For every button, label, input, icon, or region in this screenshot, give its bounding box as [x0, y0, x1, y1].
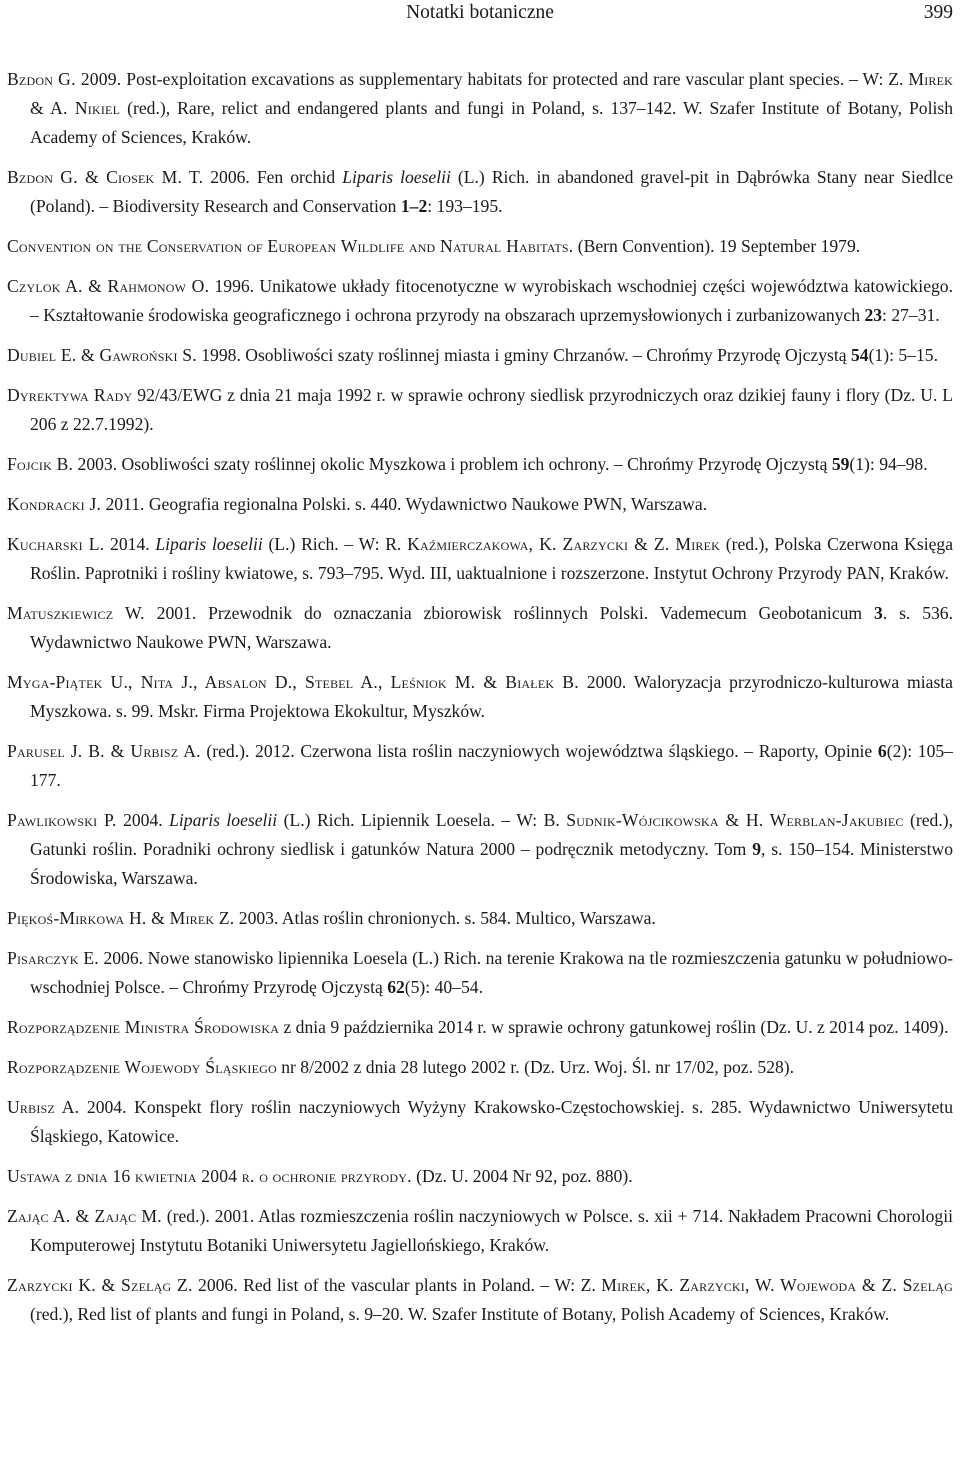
reference-text: (red.), Red list of plants and fungi in Poland, s. 9–20. W. Szafer Institute of Botany, Polish Academy of Sciences, Kraków. — [30, 1304, 890, 1324]
reference-author: Piękoś-Mirkowa H. & Mirek Z. — [7, 908, 235, 928]
reference-text: (red.), Polska Czerwona Księga Roślin. Paprotniki i rośliny kwiatowe, s. 793–795. Wyd. III, uaktualnione i rozszerzone. Instytut Ochrony Przyrody PAN, Kraków. — [30, 534, 954, 583]
reference-entry — [7, 490, 953, 519]
reference-volume: 9 — [752, 839, 761, 859]
reference-text: 2003. Atlas roślin chronionych. s. 584. Multico, Warszawa. — [234, 908, 656, 928]
reference-volume: 62 — [387, 977, 405, 997]
reference-volume: 6 — [877, 741, 887, 761]
reference-entry — [7, 944, 953, 1002]
reference-text: 2003. Osobliwości szaty roślinnej okolic Myszkowa i problem ich ochrony. – Chrońmy Przyrodę Ojczystą — [73, 454, 832, 474]
reference-author: Kondracki J. — [7, 494, 102, 514]
reference-text: (2): 105–177. — [30, 741, 953, 790]
reference-volume: 23 — [864, 305, 883, 325]
reference-taxon: Liparis loeselii — [155, 534, 263, 554]
reference-author: Mirek, K. Zarzycki, W. Wojewoda & Z. Szeląg — [601, 1275, 953, 1295]
reference-entry — [7, 1202, 953, 1260]
reference-text: 2006. Fen orchid — [203, 167, 343, 187]
reference-entry — [7, 1053, 953, 1082]
reference-entry — [7, 737, 953, 795]
reference-author: Pawlikowski P. — [7, 810, 117, 830]
reference-text: (1): 5–15. — [868, 345, 938, 365]
reference-text: 2006. Red list of the vascular plants in Poland. – W: Z. — [192, 1275, 602, 1295]
reference-text: 2011. Geografia regionalna Polski. s. 440. Wydawnictwo Naukowe PWN, Warszawa. — [101, 494, 708, 514]
reference-text: , s. 150–154. Ministerstwo Środowiska, Warszawa. — [30, 839, 953, 888]
reference-author: Bzdon G. & Ciosek M. T. — [7, 167, 204, 187]
reference-text: (1): 94–98. — [849, 454, 928, 474]
reference-entry — [7, 668, 953, 726]
reference-entry — [7, 1271, 953, 1329]
reference-text: : 193–195. — [427, 196, 503, 216]
reference-text: : 27–31. — [882, 305, 940, 325]
reference-text: (red.), Gatunki roślin. Poradniki ochrony siedlisk i gatunków Natura 2000 – podręcznik metodyczny. Tom — [30, 810, 953, 859]
running-title: Notatki botaniczne — [406, 2, 554, 23]
reference-author: Mirek & A. Nikiel — [30, 69, 954, 118]
reference-author: Zarzycki K. & Szeląg Z. — [7, 1275, 193, 1295]
reference-text: 1996. Unikatowe układy fitocenotyczne w wyrobiskach wschodniej części województwa katowickiego. – Kształtowanie środowiska geograficznego i ochrona przyrody na obszarach uprzemysłowionych i zurbanizowanych — [30, 276, 953, 325]
reference-entry — [7, 163, 953, 221]
reference-text: 2014. — [104, 534, 156, 554]
reference-text: 92/43/EWG z dnia 21 maja 1992 r. w sprawie ochrony siedlisk przyrodniczych oraz dzikiej fauny i flory (Dz. U. L 206 z 22.7.1992). — [30, 385, 953, 434]
reference-text: nr 8/2002 z dnia 28 lutego 2002 r. (Dz. Urz. Woj. Śl. nr 17/02, poz. 528). — [276, 1057, 795, 1077]
running-header — [7, 2, 953, 28]
reference-author: Kaźmierczakowa, K. Zarzycki & Z. Mirek — [407, 534, 721, 554]
reference-text: z dnia 9 października 2014 r. w sprawie ochrony gatunkowej roślin (Dz. U. z 2014 poz. 1409). — [279, 1017, 949, 1037]
reference-volume: 54 — [850, 345, 869, 365]
reference-text: (Dz. U. 2004 Nr 92, poz. 880). — [411, 1166, 633, 1186]
page-number: 399 — [923, 2, 953, 23]
reference-author: Matuszkiewicz W. — [7, 603, 145, 623]
reference-list — [7, 65, 953, 1329]
reference-text: (red.). 2001. Atlas rozmieszczenia roślin naczyniowych w Polsce. s. xii + 714. Nakładem Pracowni Chorologii Komputerowej Instytutu Botaniki Uniwersytetu Jagiellońskiego, Kraków. — [30, 1206, 953, 1255]
reference-text: 2004. — [116, 810, 170, 830]
reference-volume: 1–2 — [400, 196, 428, 216]
reference-author: Kucharski L. — [7, 534, 105, 554]
reference-text: (red.). 2012. Czerwona lista roślin naczyniowych województwa śląskiego. – Raporty, Opinie — [200, 741, 878, 761]
reference-entry — [7, 272, 953, 330]
reference-author: Parusel J. B. & Urbisz A. — [7, 741, 201, 761]
reference-text: 2000. Waloryzacja przyrodniczo-kulturowa miasta Myszkowa. s. 99. Mskr. Firma Projektowa Ekokultur, Myszków. — [30, 672, 953, 721]
reference-volume: 3 — [874, 603, 883, 623]
reference-entry — [7, 1013, 953, 1042]
reference-author: Bzdon G. 2009. — [7, 69, 122, 89]
reference-entry — [7, 530, 953, 588]
reference-text: 2001. Przewodnik do oznaczania zbiorowisk roślinnych Polski. Vademecum Geobotanicum — [144, 603, 874, 623]
reference-entry — [7, 599, 953, 657]
reference-volume: 59 — [831, 454, 850, 474]
reference-entry — [7, 341, 953, 370]
reference-text: (5): 40–54. — [404, 977, 483, 997]
reference-author: Convention on the Conservation of European Wildlife and Natural Habitats. — [7, 236, 574, 256]
reference-text: (L.) Rich. in abandoned gravel-pit in Dąbrówka Stany near Siedlce (Poland). – Biodiversity Research and Conservation — [30, 167, 953, 216]
reference-text: 1998. Osobliwości szaty roślinnej miasta i gminy Chrzanów. – Chrońmy Przyrodę Ojczystą — [196, 345, 851, 365]
reference-entry — [7, 381, 953, 439]
reference-entry — [7, 232, 953, 261]
reference-entry — [7, 65, 953, 152]
reference-text: Post-exploitation excavations as supplementary habitats for protected and rare vascular plant species. – W: Z. — [121, 69, 909, 89]
reference-author: Rozporządzenie Wojewody Śląskiego — [7, 1057, 277, 1077]
reference-entry — [7, 450, 953, 479]
reference-author: Pisarczyk E. — [7, 948, 99, 968]
reference-author: Urbisz A. — [7, 1097, 80, 1117]
reference-entry — [7, 1162, 953, 1191]
reference-text: 2004. Konspekt flory roślin naczyniowych Wyżyny Krakowsko-Częstochowskiej. s. 285. Wydawnictwo Uniwersytetu Śląskiego, Katowice. — [30, 1097, 953, 1146]
reference-text: (Bern Convention). 19 September 1979. — [573, 236, 861, 256]
reference-entry — [7, 806, 953, 893]
reference-author: Sudnik-Wójcikowska & H. Werblan-Jakubiec — [566, 810, 904, 830]
reference-author: Czylok A. & Rahmonow O. — [7, 276, 210, 296]
reference-taxon: Liparis loeselii — [169, 810, 278, 830]
reference-text: (L.) Rich. – W: R. — [262, 534, 408, 554]
reference-author: Dyrektywa Rady — [7, 385, 133, 405]
reference-text: (red.), Rare, relict and endangered plants and fungi in Poland, s. 137–142. W. Szafer Institute of Botany, Polish Academy of Sciences, Kraków. — [30, 98, 953, 147]
reference-entry — [7, 904, 953, 933]
reference-author: Dubiel E. & Gawroński S. — [7, 345, 197, 365]
reference-text: (L.) Rich. Lipiennik Loesela. – W: B. — [277, 810, 567, 830]
reference-text: . s. 536. Wydawnictwo Naukowe PWN, Warszawa. — [30, 603, 953, 652]
reference-text: 2006. Nowe stanowisko lipiennika Loesela (L.) Rich. na terenie Krakowa na tle rozmieszczenia gatunku w południowo-wschodniej Polsce. – Chrońmy Przyrodę Ojczystą — [30, 948, 953, 997]
reference-author: Zając A. & Zając M. — [7, 1206, 162, 1226]
reference-author: Rozporządzenie Ministra Środowiska — [7, 1017, 280, 1037]
page — [0, 2, 960, 1473]
reference-author: Myga-Piątek U., Nita J., Absalon D., Stebel A., Leśniok M. & Białek B. — [7, 672, 579, 692]
reference-entry — [7, 1093, 953, 1151]
reference-author: Ustawa z dnia 16 kwietnia 2004 r. o ochronie przyrody. — [7, 1166, 412, 1186]
reference-taxon: Liparis loeselii — [342, 167, 451, 187]
reference-author: Fojcik B. — [7, 454, 74, 474]
